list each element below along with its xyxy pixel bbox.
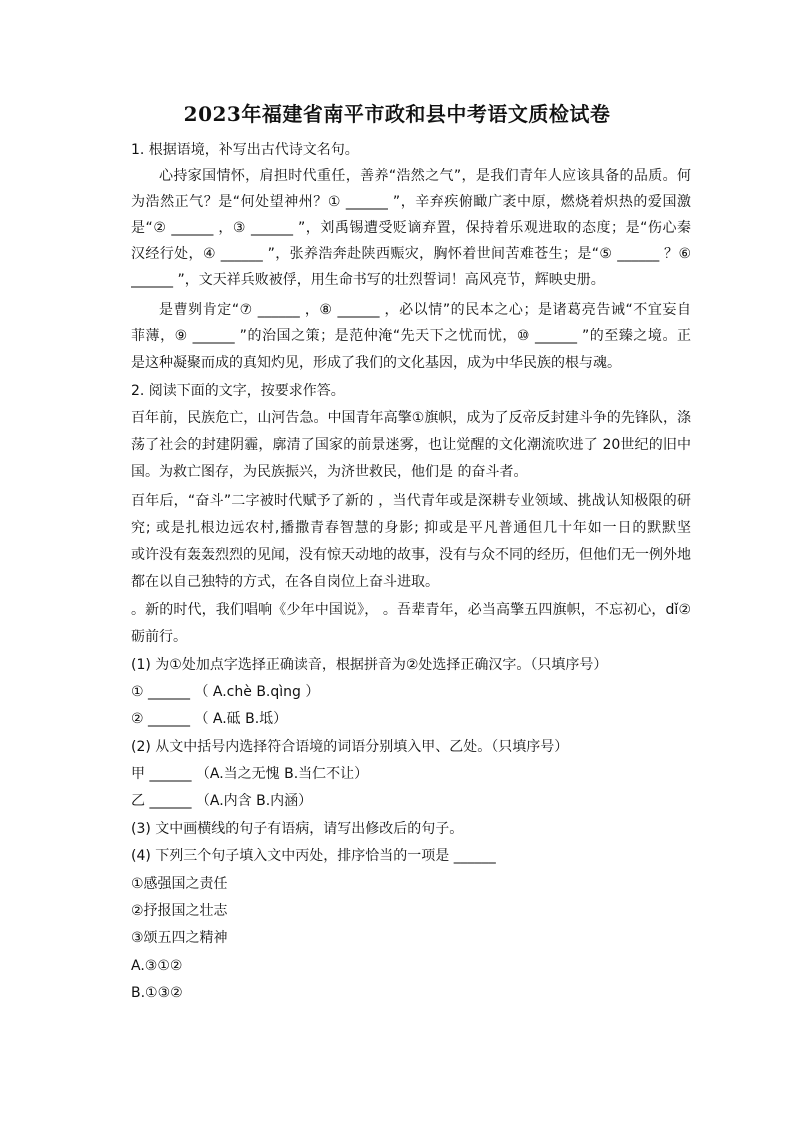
paragraph-line: 汉经行处，④ ______ ”，张养浩奔赴陕西赈灾，胸怀着世间苦难苍生；是“⑤ ______ ？⑥ [131,246,691,262]
sub-question-1: (1) 为①处加点字选择正确读音，根据拼音为②处选择正确汉字。（只填序号） [131,657,608,673]
answer-line: ① ______ （ A.chè B.qìng ） [131,684,320,700]
page-title: 2023年福建省南平市政和县中考语文质检试卷 [183,102,611,126]
paragraph-line: 为浩然正气？是“何处望神州？① ______ ”，辛弃疾俯瞰广袤中原，燃烧着炽热的爱国激 [131,194,691,210]
passage-line: 砺前行。 [131,629,187,645]
paragraph-line: 是“② ______ ，③ ______ ”，刘禹锡遭受贬谪弃置，保持着乐观进取的态度；是“伤心秦 [131,220,691,236]
sub-question-2: (2) 从文中括号内选择符合语境的词语分别填入甲、乙处。（只填序号） [131,739,569,755]
sentence-option: ③颂五四之精神 [131,930,228,946]
passage-line: 究; 或是扎根边远农村,播撒青春智慧的身影; 抑或是平凡普通但几十年如一日的默默坚 [131,520,691,536]
choice-b: B.①③② [131,985,183,1001]
choice-a: A.③①② [131,958,183,974]
passage-line: 百年前，民族危亡，山河告急。中国青年高擎①旗帜，成为了反帝反封建斗争的先锋队，涤 [131,410,691,426]
answer-line: 甲 ______ （A.当之无愧 B.当仁不让） [131,766,369,782]
answer-line: 乙 ______ （A.内含 B.内涵） [131,793,313,809]
question-2-heading: 2. 阅读下面的文字，按要求作答。 [131,383,345,399]
passage-line: 荡了社会的封建阴霾，廓清了国家的前景迷雾，也让觉醒的文化潮流吹进了 20世纪的旧中 [131,437,691,453]
paragraph-line: 心持家国情怀，肩担时代重任，善养“浩然之气”，是我们青年人应该具备的品质。何 [159,168,691,184]
sub-question-4: (4) 下列三个句子填入文中丙处，排序恰当的一项是 ______ [131,848,496,864]
passage-line: 国。为救亡图存，为民族振兴，为济世救民，他们是 的奋斗者。 [131,464,528,480]
passage-line: 都在以自己独特的方式，在各自岗位上奋斗进取。 [131,574,439,590]
passage-line: 。新的时代，我们唱响《少年中国说》， 。吾辈青年，必当高擎五四旗帜，不忘初心，dǐ② [131,602,691,618]
question-1-heading: 1. 根据语境，补写出古代诗文名句。 [131,142,359,158]
paragraph-line: 是这种凝聚而成的真知灼见，形成了我们的文化基因，成为中华民族的根与魂。 [131,355,621,371]
paragraph-line: 是曹刿肯定“⑦ ______ ，⑧ ______ ，必以情”的民本之心；是诸葛亮告诫“不宜妄自 [159,302,691,318]
sentence-option: ②抒报国之壮志 [131,903,228,919]
passage-line: 或许没有轰轰烈烈的见闻，没有惊天动地的故事，没有与众不同的经历，但他们无一例外地 [131,547,691,563]
paragraph-line: 菲薄，⑨ ______ ”的治国之策；是范仲淹“先天下之忧而忧，⑩ ______ ”的至臻之境。正 [131,328,691,344]
sentence-option: ①感强国之责任 [131,876,228,892]
passage-line: 百年后，“奋斗”二字被时代赋予了新的 ，当代青年或是深耕专业领域、挑战认知极限的研 [131,493,691,509]
sub-question-3: (3) 文中画横线的句子有语病，请写出修改后的句子。 [131,821,464,837]
paragraph-line: ______ ”，文天祥兵败被俘，用生命书写的壮烈誓词！高风亮节，辉映史册。 [131,272,605,288]
answer-line: ② ______ （ A.砥 B.坻） [131,711,288,727]
